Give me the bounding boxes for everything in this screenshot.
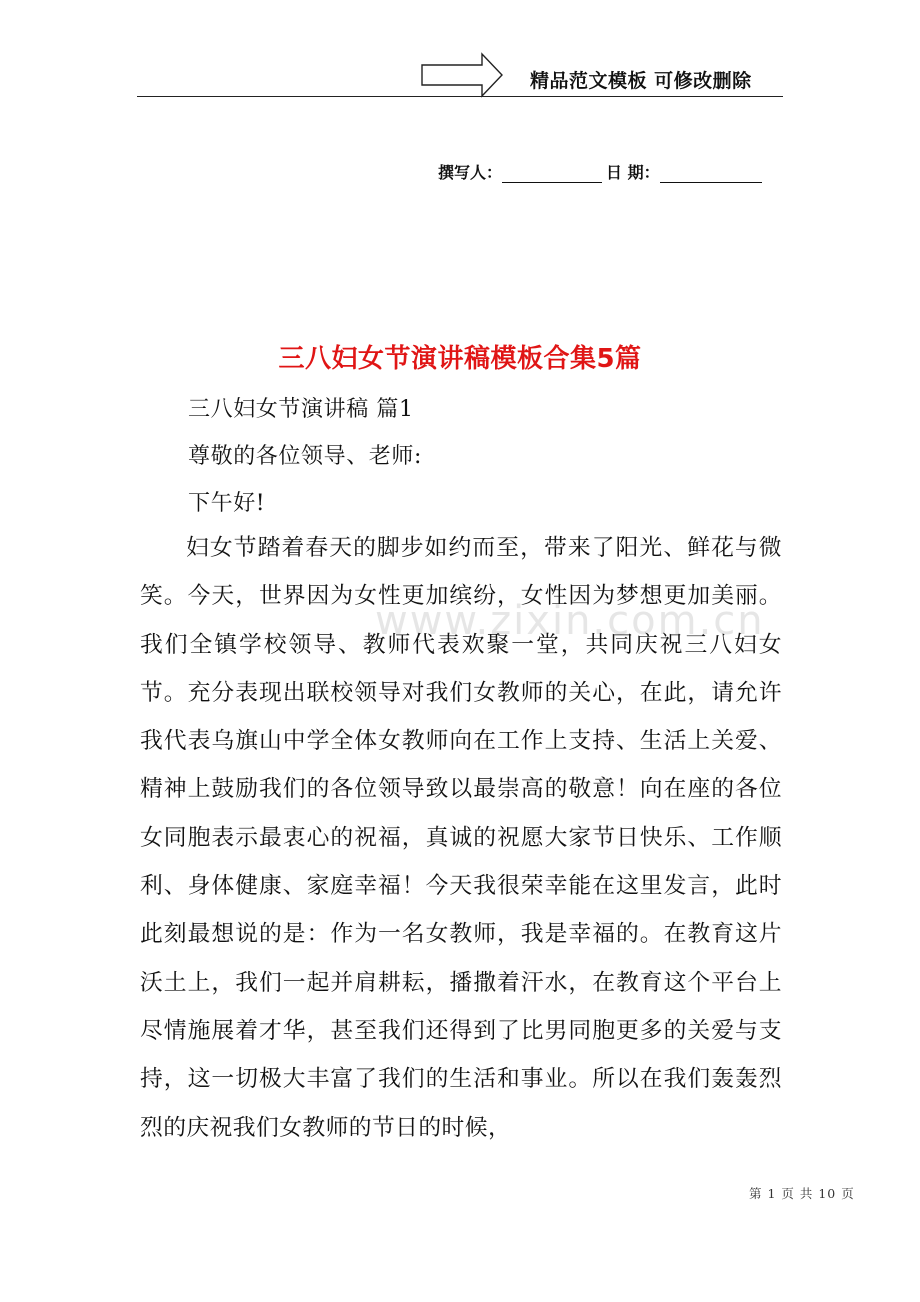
template-label: 精品范文模板 可修改删除 [530, 70, 752, 92]
arrow-icon [420, 52, 504, 98]
page-indicator: 第 1 页 共 10 页 [749, 1186, 855, 1201]
author-field[interactable] [502, 164, 602, 183]
author-label: 撰写人： [438, 163, 503, 182]
body-paragraph: 妇女节踏着春天的脚步如约而至，带来了阳光、鲜花与微笑。今天，世界因为女性更加缤纷，女性因为梦想更加美丽。我们全镇学校领导、教师代表欢聚一堂，共同庆祝三八妇女节。充分表现出联校领导对我们女教师的关心，在此，请允许我代表乌旗山中学全体女教师向在工作上支持、生活上关爱、精神上鼓励我们的各位领导致以最崇高的敬意！向在座的各位女同胞表示最衷心的祝福，真诚的祝愿大家节日快乐、工作顺利、身体健康、家庭幸福！今天我很荣幸能在这里发言，此时此刻最想说的是：作为一名女教师，我是幸福的。在教育这片沃土上，我们一起并肩耕耘，播撒着汗水，在教育这个平台上尽情施展着才华，甚至我们还得到了比男同胞更多的关爱与支持，这一切极大丰富了我们的生活和事业。所以在我们轰轰烈烈的庆祝我们女教师的节日的时候， [140, 535, 782, 1141]
greeting: 下午好! [188, 491, 266, 516]
date-field[interactable] [660, 164, 762, 183]
author-date-line [438, 160, 762, 183]
salutation: 尊敬的各位领导、老师: [188, 444, 423, 469]
date-label: 日 期： [606, 163, 660, 182]
header-divider [137, 96, 783, 97]
section-heading: 三八妇女节演讲稿 篇1 [188, 397, 414, 422]
watermark: www.zixin.com.cn [375, 598, 765, 644]
document-title: 三八妇女节演讲稿模板合集5篇 [278, 344, 642, 374]
